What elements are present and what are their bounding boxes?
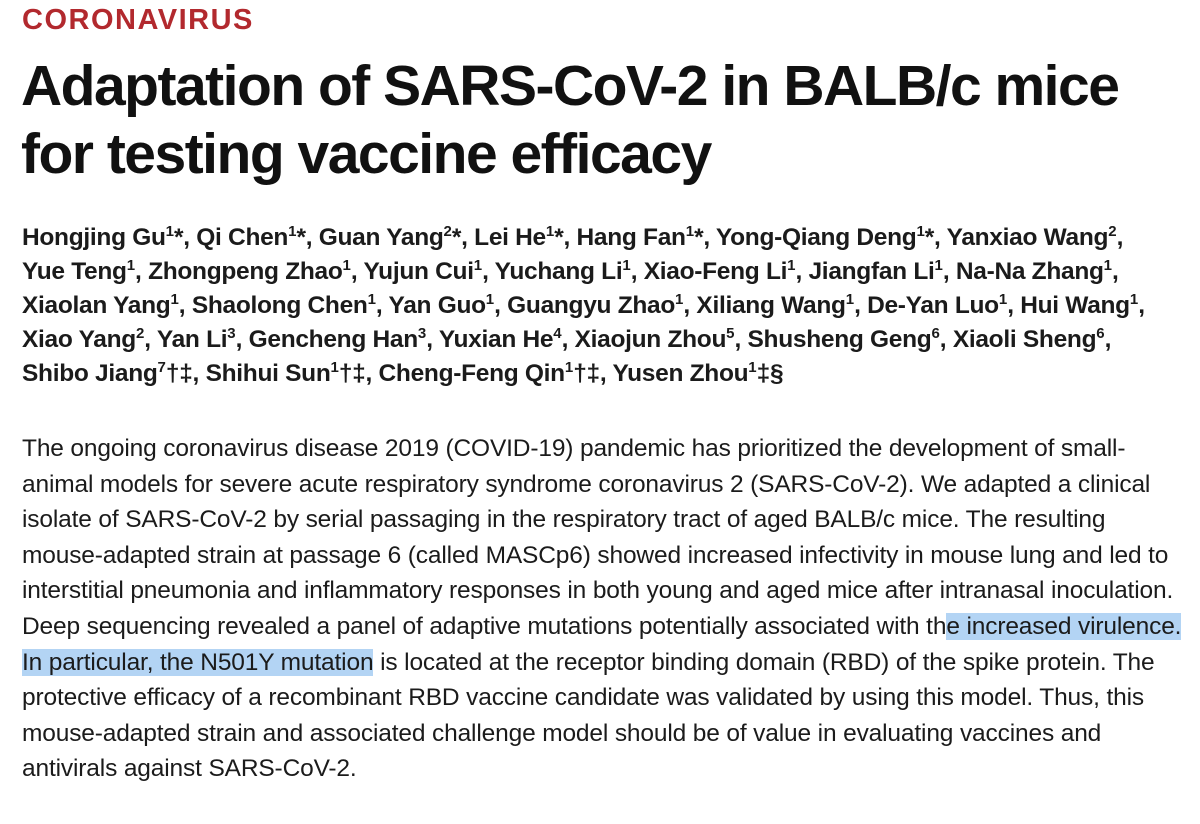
author-name bbox=[439, 326, 562, 353]
author-name-text: Jiangfan Li bbox=[808, 258, 935, 285]
author-name-text: Cheng-Feng Qin bbox=[378, 360, 565, 387]
author-name-text: De-Yan Luo bbox=[867, 292, 999, 319]
author-list: Hongjing Gu$^1$*, Qi Chen$^1$*, Guan Yang$^2$*, Lei He$^1$*, Hang Fan$^1$*, Yong-Qiang Deng$^1$*, Yanxiao Wang$^2$, Yue Teng$^1$, Zhongpeng Zhao$^1$, Yujun Cui$^1$, Yuchang Li$^1$, Xiao-Feng Li$^1$, Jiangfan Li$^1$, Na-Na Zhang$^1$, Xiaolan Yang$^1$, Shaolong Chen$^1$, Yan Guo$^1$, Guangyu Zhao$^1$, Xiliang Wang$^1$, De-Yan Luo$^1$, Hui Wang$^1$, Xiao Yang$^2$, Yan Li$^3$, Gencheng Han$^3$, Yuxian He$^4$, Xiaojun Zhou$^5$, Shusheng Geng$^6$, Xiaoli Sheng$^6$, Shibo Jiang$^7$†‡, Shihui Sun$^1$†‡, Cheng-Feng Qin$^1$†‡, Yusen Zhou$^1$‡§ bbox=[22, 223, 1145, 387]
author-name bbox=[716, 224, 934, 251]
author-note-mark: * bbox=[451, 224, 462, 251]
affiliation-number: 1 bbox=[685, 223, 695, 240]
affiliation-number: 1 bbox=[165, 223, 175, 240]
author-name-text: Hui Wang bbox=[1020, 292, 1130, 319]
author-name bbox=[696, 292, 854, 319]
author-name-text: Xiaolan Yang bbox=[22, 292, 171, 319]
affiliation-number: 1 bbox=[787, 257, 796, 274]
affiliation-number: 1 bbox=[622, 257, 631, 274]
author-name-text: Xiliang Wang bbox=[696, 292, 846, 319]
affiliation-number: 1 bbox=[916, 223, 925, 240]
affiliation-number: 1 bbox=[126, 257, 136, 274]
abstract-text-end: is located at the receptor binding domain (RBD) of the spike protein. The protective efficacy of a recombinant RBD vaccine candidate was validated by using this model. Thus, this mouse-adapted strain and associated challenge model should be of value in evaluating vaccines and antivirals against SARS-CoV-2. bbox=[22, 648, 1155, 783]
author-name-text: Yuchang Li bbox=[494, 258, 623, 285]
affiliation-number: 1 bbox=[998, 291, 1008, 308]
affiliation-number: 1 bbox=[170, 291, 179, 308]
author-name bbox=[947, 224, 1117, 251]
author-name-text: Hang Fan bbox=[576, 224, 686, 251]
author-name bbox=[507, 292, 683, 319]
affiliation-number: 1 bbox=[473, 257, 483, 274]
affiliation-number: 5 bbox=[726, 325, 735, 342]
affiliation-number: 2 bbox=[135, 325, 145, 342]
abstract bbox=[22, 431, 1192, 787]
author-name-text: Lei He bbox=[474, 224, 546, 251]
affiliation-number: 1 bbox=[367, 291, 376, 308]
author-name bbox=[22, 224, 183, 251]
author-name-text: Hongjing Gu bbox=[22, 224, 166, 251]
author-name bbox=[748, 326, 940, 353]
author-name-text: Xiaoli Sheng bbox=[952, 326, 1097, 353]
author-note-mark: * bbox=[694, 224, 704, 251]
author-name-text: Xiao-Feng Li bbox=[643, 258, 788, 285]
author-name-text: Shibo Jiang bbox=[22, 360, 158, 387]
section-label: CORONAVIRUS bbox=[22, 4, 254, 36]
author-note-mark: †‡ bbox=[165, 360, 193, 387]
author-note-mark: †‡ bbox=[338, 360, 366, 387]
affiliation-number: 1 bbox=[564, 359, 574, 376]
author-note-mark: * bbox=[174, 224, 184, 251]
author-name bbox=[22, 360, 193, 387]
author-name bbox=[22, 326, 144, 353]
abstract-text-start: The ongoing coronavirus disease 2019 (COVID-19) pandemic has prioritized the development of small-animal models for severe acute respiratory syndrome coronavirus 2 (SARS-CoV-2). We adapted a clinical isolate of SARS-CoV-2 by serial passaging in the respiratory tract of aged BALB/c mice. The resulting mouse-adapted strain at passage 6 (called MASCp6) showed increased infectivity in mouse lung and led to interstitial pneumonia and inflammatory responses in both young and aged mice after intranasal inoculation. Deep sequencing revealed a panel of adaptive mutations potentially associated with th bbox=[22, 435, 1174, 640]
author-name-text: Yanxiao Wang bbox=[946, 224, 1109, 251]
author-note-mark: * bbox=[296, 224, 306, 251]
author-name bbox=[953, 326, 1105, 353]
affiliation-number: 3 bbox=[417, 325, 427, 342]
author-name bbox=[612, 360, 783, 387]
affiliation-number: 6 bbox=[931, 325, 940, 342]
author-name bbox=[474, 224, 563, 251]
article-title: Adaptation of SARS-CoV-2 in BALB/c mice for testing vaccine efficacy bbox=[21, 54, 1119, 186]
author-name-text: Yan Li bbox=[156, 326, 228, 353]
affiliation-number: 1 bbox=[485, 291, 495, 308]
author-name-text: Qi Chen bbox=[196, 224, 289, 251]
author-name-text: Yuxian He bbox=[438, 326, 554, 353]
author-name bbox=[867, 292, 1007, 319]
author-name bbox=[495, 258, 631, 285]
author-name-text: Guan Yang bbox=[318, 224, 444, 251]
affiliation-number: 1 bbox=[342, 257, 351, 274]
affiliation-number: 1 bbox=[1103, 257, 1113, 274]
affiliation-number: 1 bbox=[288, 223, 297, 240]
author-name bbox=[1020, 292, 1138, 319]
author-name bbox=[319, 224, 461, 251]
affiliation-number: 1 bbox=[1129, 291, 1139, 308]
affiliation-number: 2 bbox=[1108, 223, 1117, 240]
author-name bbox=[808, 258, 942, 285]
author-name bbox=[956, 258, 1112, 285]
affiliation-number: 1 bbox=[934, 257, 943, 274]
author-name-text: Zhongpeng Zhao bbox=[148, 258, 343, 285]
affiliation-number: 4 bbox=[553, 325, 562, 342]
affiliation-number: 7 bbox=[157, 359, 166, 376]
author-note-mark: †‡ bbox=[573, 360, 600, 387]
affiliation-number: 1 bbox=[748, 359, 757, 376]
author-name bbox=[157, 326, 236, 353]
affiliation-number: 1 bbox=[330, 359, 339, 376]
author-note-mark: * bbox=[924, 224, 935, 251]
affiliation-number: 3 bbox=[227, 325, 236, 342]
author-name-text: Yan Guo bbox=[388, 292, 486, 319]
author-name bbox=[575, 326, 735, 353]
author-name-text: Shihui Sun bbox=[205, 360, 331, 387]
author-name bbox=[206, 360, 366, 387]
author-note-mark: * bbox=[554, 224, 564, 251]
affiliation-number: 2 bbox=[443, 223, 452, 240]
selected-text-highlight[interactable]: e increased virulence. In particular, the N501Y mutation bbox=[22, 612, 1182, 676]
author-name-text: Xiaojun Zhou bbox=[574, 326, 727, 353]
author-name bbox=[196, 224, 305, 251]
author-name-text: Guangyu Zhao bbox=[507, 292, 676, 319]
author-name-text: Yong-Qiang Deng bbox=[715, 224, 917, 251]
author-name bbox=[644, 258, 796, 285]
author-name-text: Na-Na Zhang bbox=[955, 258, 1104, 285]
affiliation-number: 1 bbox=[675, 291, 684, 308]
author-name-text: Gencheng Han bbox=[248, 326, 418, 353]
author-name bbox=[363, 258, 482, 285]
author-name-text: Xiao Yang bbox=[22, 326, 136, 353]
author-name bbox=[22, 258, 135, 285]
affiliation-number: 6 bbox=[1096, 325, 1105, 342]
author-name-text: Yue Teng bbox=[22, 258, 127, 285]
author-name bbox=[148, 258, 351, 285]
author-name-text: Yusen Zhou bbox=[612, 360, 749, 387]
author-note-mark: ‡§ bbox=[756, 360, 784, 387]
affiliation-number: 1 bbox=[545, 223, 555, 240]
author-name-text: Shaolong Chen bbox=[191, 292, 368, 319]
author-name-text: Shusheng Geng bbox=[747, 326, 932, 353]
author-name bbox=[249, 326, 427, 353]
author-name bbox=[22, 292, 179, 319]
author-name bbox=[389, 292, 495, 319]
affiliation-number: 1 bbox=[845, 291, 855, 308]
author-name bbox=[192, 292, 376, 319]
author-name bbox=[577, 224, 704, 251]
author-name bbox=[379, 360, 600, 387]
author-name-text: Yujun Cui bbox=[363, 258, 474, 285]
